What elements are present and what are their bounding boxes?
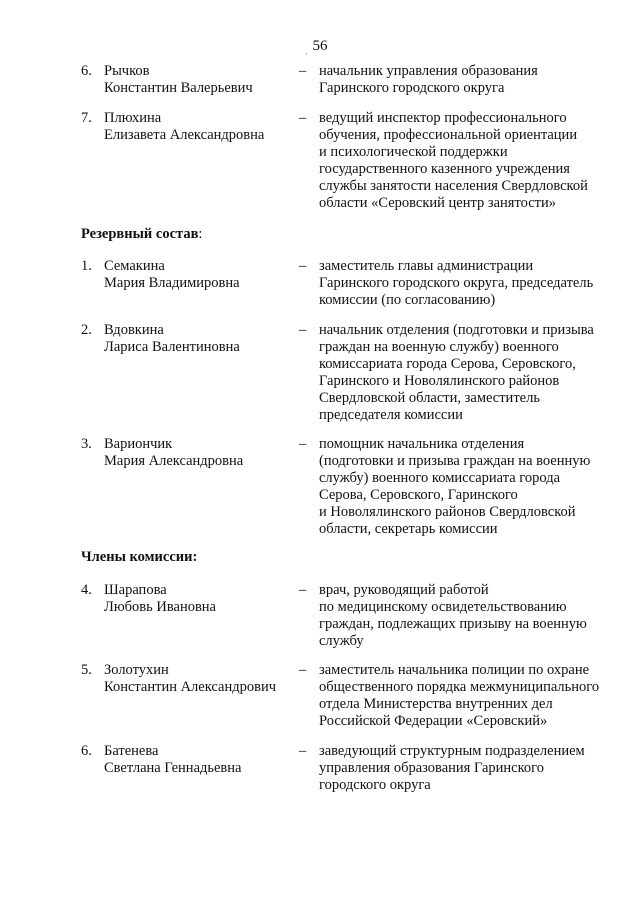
scan-tick-mark: · bbox=[305, 49, 308, 59]
name-line: Мария Александровна bbox=[104, 453, 244, 469]
person-name bbox=[104, 662, 294, 696]
separator-dash: – bbox=[299, 63, 307, 79]
description-line: заместитель начальника полиции по охране bbox=[319, 662, 590, 678]
position-description bbox=[319, 258, 619, 309]
position-description bbox=[319, 582, 619, 650]
description-line: врач, руководящий работой bbox=[319, 582, 489, 598]
entry-number: 1. bbox=[81, 258, 92, 274]
description-line: общественного порядка межмуниципального bbox=[319, 679, 600, 695]
section-colon: : bbox=[198, 226, 203, 242]
entry-number: 5. bbox=[81, 662, 92, 678]
name-line: Плюхина bbox=[104, 110, 162, 126]
description-line: заведующий структурным подразделением bbox=[319, 743, 585, 759]
position-description bbox=[319, 322, 619, 424]
description-line: обучения, профессиональной ориентации bbox=[319, 127, 578, 143]
description-line: управления образования Гаринского bbox=[319, 760, 545, 776]
name-line: Константин Александрович bbox=[104, 679, 276, 695]
name-line: Константин Валерьевич bbox=[104, 80, 253, 96]
separator-dash: – bbox=[299, 662, 307, 678]
name-line: Вариончик bbox=[104, 436, 173, 452]
separator-dash: – bbox=[299, 436, 307, 452]
description-line: городского округа bbox=[319, 777, 431, 793]
name-line: Светлана Геннадьевна bbox=[104, 760, 242, 776]
separator-dash: – bbox=[299, 322, 307, 338]
description-line: начальник управления образования bbox=[319, 63, 538, 79]
description-line: Гаринского и Новолялинского районов bbox=[319, 373, 560, 389]
position-description bbox=[319, 743, 619, 794]
description-line: Российской Федерации «Серовский» bbox=[319, 713, 548, 729]
entry-number: 6. bbox=[81, 63, 92, 79]
entry-number: 2. bbox=[81, 322, 92, 338]
description-line: службы занятости населения Свердловской bbox=[319, 178, 588, 194]
section-title: Резервный состав bbox=[81, 226, 199, 242]
name-line: Золотухин bbox=[104, 662, 169, 678]
section-heading-reserve bbox=[81, 226, 202, 243]
entry-number: 7. bbox=[81, 110, 92, 126]
description-line: ведущий инспектор профессионального bbox=[319, 110, 567, 126]
name-line: Мария Владимировна bbox=[104, 275, 240, 291]
description-line: Гаринского городского округа bbox=[319, 80, 505, 96]
name-line: Батенева bbox=[104, 743, 159, 759]
description-line: (подготовки и призыва граждан на военную bbox=[319, 453, 591, 469]
description-line: граждан на военную службу) военного bbox=[319, 339, 559, 355]
description-line: области, секретарь комиссии bbox=[319, 521, 498, 537]
entry-number: 6. bbox=[81, 743, 92, 759]
person-name bbox=[104, 258, 294, 292]
person-name bbox=[104, 63, 294, 97]
description-line: государственного казенного учреждения bbox=[319, 161, 570, 177]
person-name bbox=[104, 110, 294, 144]
person-name bbox=[104, 743, 294, 777]
name-line: Вдовкина bbox=[104, 322, 164, 338]
description-line: начальник отделения (подготовки и призыва bbox=[319, 322, 594, 338]
person-name bbox=[104, 436, 294, 470]
description-line: и психологической поддержки bbox=[319, 144, 508, 160]
position-description bbox=[319, 662, 619, 730]
name-line: Рычков bbox=[104, 63, 150, 79]
separator-dash: – bbox=[299, 110, 307, 126]
description-line: помощник начальника отделения bbox=[319, 436, 525, 452]
description-line: по медицинскому освидетельствованию bbox=[319, 599, 567, 615]
description-line: Серова, Серовского, Гаринского bbox=[319, 487, 518, 503]
position-description bbox=[319, 436, 619, 538]
description-line: граждан, подлежащих призыву на военную bbox=[319, 616, 587, 632]
separator-dash: – bbox=[299, 743, 307, 759]
name-line: Елизавета Александровна bbox=[104, 127, 265, 143]
separator-dash: – bbox=[299, 582, 307, 598]
description-line: отдела Министерства внутренних дел bbox=[319, 696, 553, 712]
name-line: Семакина bbox=[104, 258, 165, 274]
page-number: 56 bbox=[312, 38, 328, 54]
description-line: службу bbox=[319, 633, 364, 649]
description-line: службу) военного комиссариата города bbox=[319, 470, 561, 486]
description-line: области «Серовский центр занятости» bbox=[319, 195, 556, 211]
description-line: председателя комиссии bbox=[319, 407, 463, 423]
description-line: Свердловской области, заместитель bbox=[319, 390, 540, 406]
entry-number: 4. bbox=[81, 582, 92, 598]
name-line: Лариса Валентиновна bbox=[104, 339, 240, 355]
section-heading-members: Члены комиссии: bbox=[81, 549, 198, 565]
position-description bbox=[319, 110, 619, 212]
person-name bbox=[104, 582, 294, 616]
description-line: заместитель главы администрации bbox=[319, 258, 534, 274]
description-line: и Новолялинского районов Свердловской bbox=[319, 504, 576, 520]
name-line: Любовь Ивановна bbox=[104, 599, 216, 615]
person-name bbox=[104, 322, 294, 356]
description-line: комиссии (по согласованию) bbox=[319, 292, 496, 308]
entry-number: 3. bbox=[81, 436, 92, 452]
name-line: Шарапова bbox=[104, 582, 167, 598]
separator-dash: – bbox=[299, 258, 307, 274]
position-description bbox=[319, 63, 619, 97]
description-line: комиссариата города Серова, Серовского, bbox=[319, 356, 576, 372]
description-line: Гаринского городского округа, председатель bbox=[319, 275, 594, 291]
